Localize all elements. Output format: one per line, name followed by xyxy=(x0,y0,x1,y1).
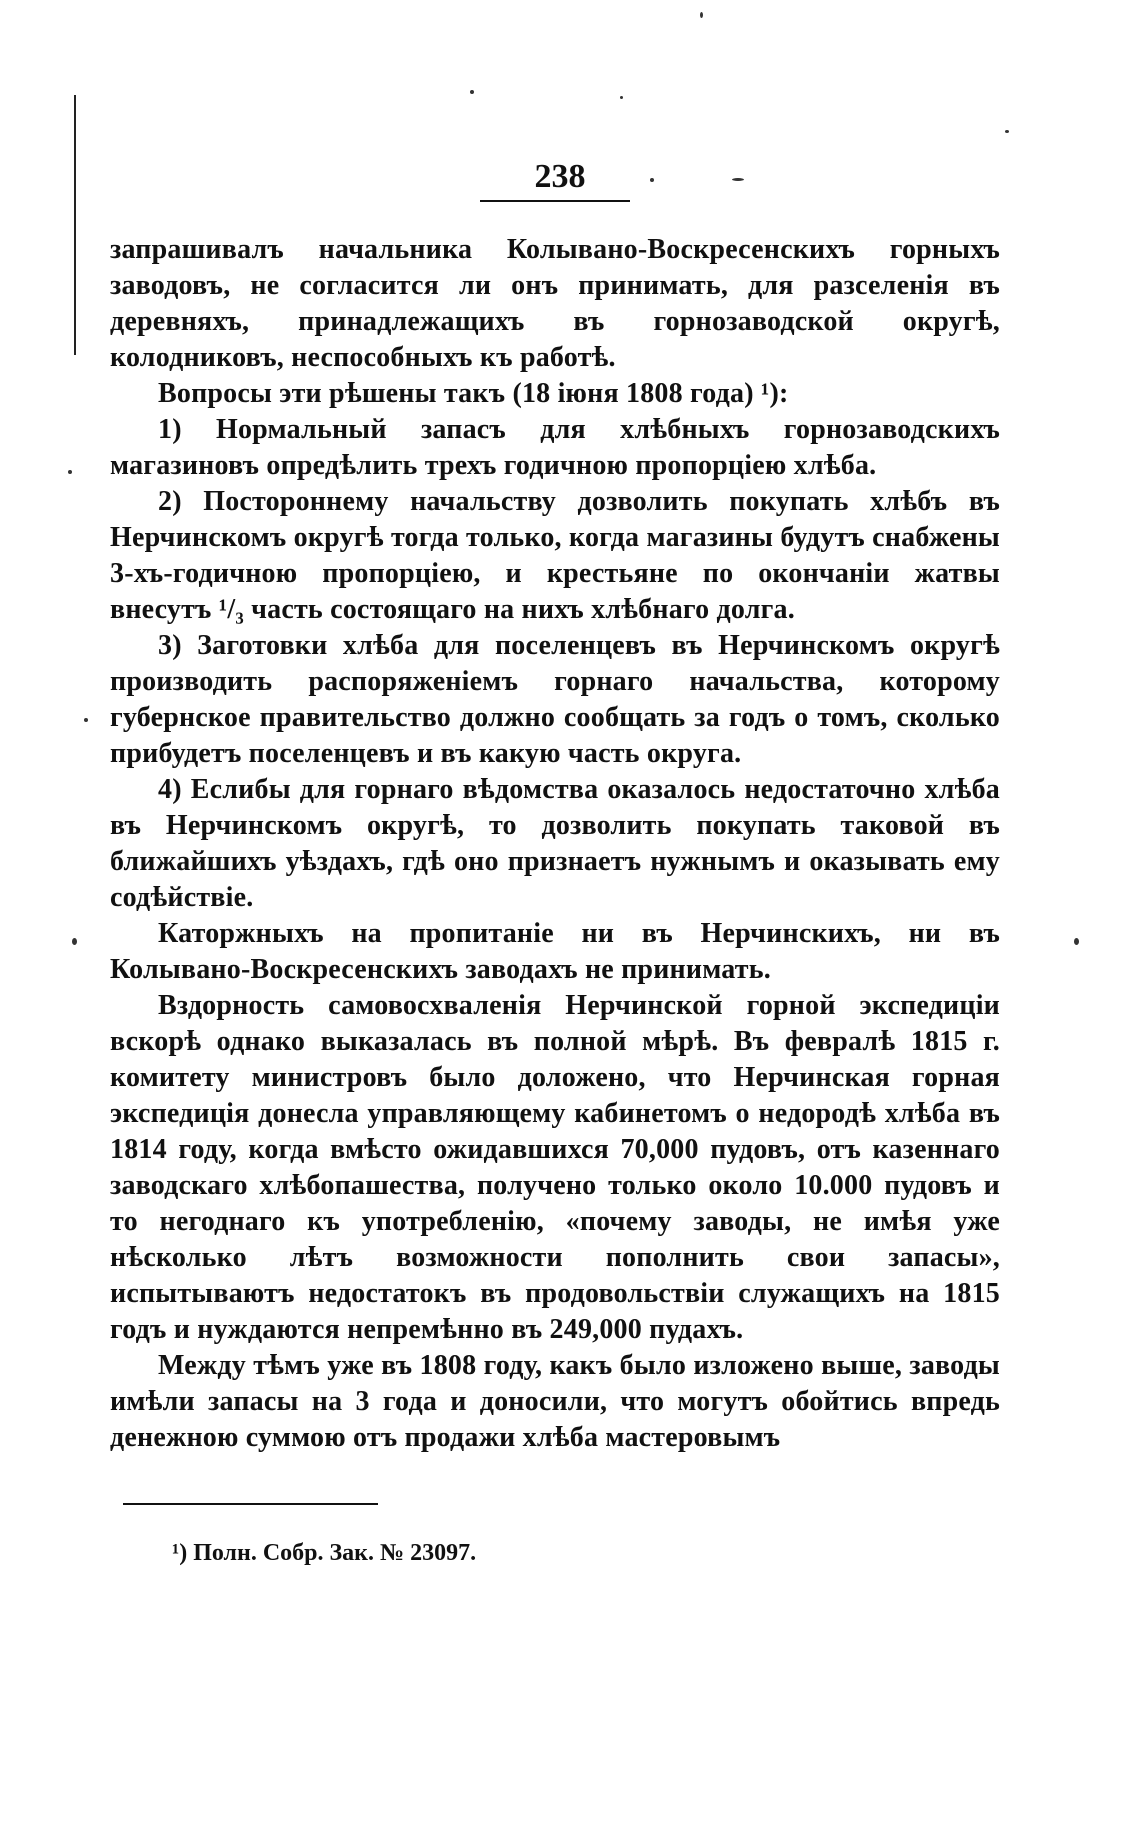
scan-speck xyxy=(84,718,88,722)
scan-speck xyxy=(732,178,744,181)
page-number: 238 xyxy=(534,158,586,195)
scan-speck xyxy=(470,90,474,94)
paragraph-point-4: 4) Еслибы для горнаго вѣдомства оказалось недостаточно хлѣба въ Нерчинскомъ округѣ, то дозволить покупать таковой въ ближайшихъ уѣздахъ, гдѣ оно признаетъ нужнымъ и оказывать ему содѣйствіе. xyxy=(110,774,1000,913)
page-number-underline xyxy=(480,200,630,202)
scan-speck xyxy=(620,96,623,99)
scan-speck xyxy=(1005,130,1009,133)
scan-speck xyxy=(68,470,72,474)
scan-speck xyxy=(72,938,77,945)
scan-speck xyxy=(700,12,703,18)
paragraph-point-1: 1) Нормальный запасъ для хлѣбныхъ горнозаводскихъ магазиновъ опредѣлить трехъ годичною пропорціею хлѣба. xyxy=(110,414,1000,481)
paragraph-self-praise: Вздорность самовосхваленія Нерчинской горной экспедиціи вскорѣ однако выказалась въ полной мѣрѣ. Въ февралѣ 1815 г. комитету министровъ было доложено, что Нерчинская горная экспедиція донесла управляющему кабинетомъ о недородѣ хлѣба въ 1814 году, когда вмѣсто ожидавшихся 70,000 пудовъ, отъ казеннаго заводскаго хлѣбопашества, получено только около 10.000 пудовъ и то негоднаго къ употребленію, «почему заводы, не имѣя уже нѣсколько лѣтъ возможности пополнить свои запасы», испытываютъ недостатокъ въ продовольствіи служащихъ на 1815 годъ и нуждаются непремѣнно въ 249,000 пудахъ. xyxy=(110,990,1000,1345)
footnote: ¹) Полн. Собр. Зак. № 23097. xyxy=(172,1540,477,1566)
paragraph-point-2: 2) Постороннему начальству дозволить покупать хлѣбъ въ Нерчинскомъ округѣ тогда только, когда магазины будутъ снабжены 3-хъ-годичною пропорціею, и крестьяне по окончаніи жатвы внесутъ ¹/₃ часть состоящаго на нихъ хлѣбнаго долга. xyxy=(110,486,1000,625)
body-text xyxy=(110,232,1000,1456)
scan-speck xyxy=(650,178,654,182)
paragraph-meanwhile: Между тѣмъ уже въ 1808 году, какъ было изложено выше, заводы имѣли запасы на 3 года и доносили, что могутъ обойтись впредь денежною суммою отъ продажи хлѣба мастеровымъ xyxy=(110,1350,1000,1453)
scan-speck xyxy=(1074,938,1079,945)
paragraph-resolution-intro: Вопросы эти рѣшены такъ (18 іюня 1808 года) ¹): xyxy=(158,378,789,409)
scan-margin-line xyxy=(74,95,76,355)
paragraph-continuation: запрашивалъ начальника Колывано-Воскресенскихъ горныхъ заводовъ, не согласится ли онъ принимать, для разселенія въ деревняхъ, принадлежащихъ въ горнозаводской округѣ, колодниковъ, неспособныхъ къ работѣ. xyxy=(110,234,1000,373)
footnote-separator xyxy=(123,1503,378,1505)
paragraph-point-3: 3) Заготовки хлѣба для поселенцевъ въ Нерчинскомъ округѣ производить распоряженіемъ горнаго начальства, которому губернское правительство должно сообщать за годъ о томъ, сколько прибудетъ поселенцевъ и въ какую часть округа. xyxy=(110,630,1000,769)
paragraph-convicts: Каторжныхъ на пропитаніе ни въ Нерчинскихъ, ни въ Колывано-Воскресенскихъ заводахъ не принимать. xyxy=(110,918,1000,985)
